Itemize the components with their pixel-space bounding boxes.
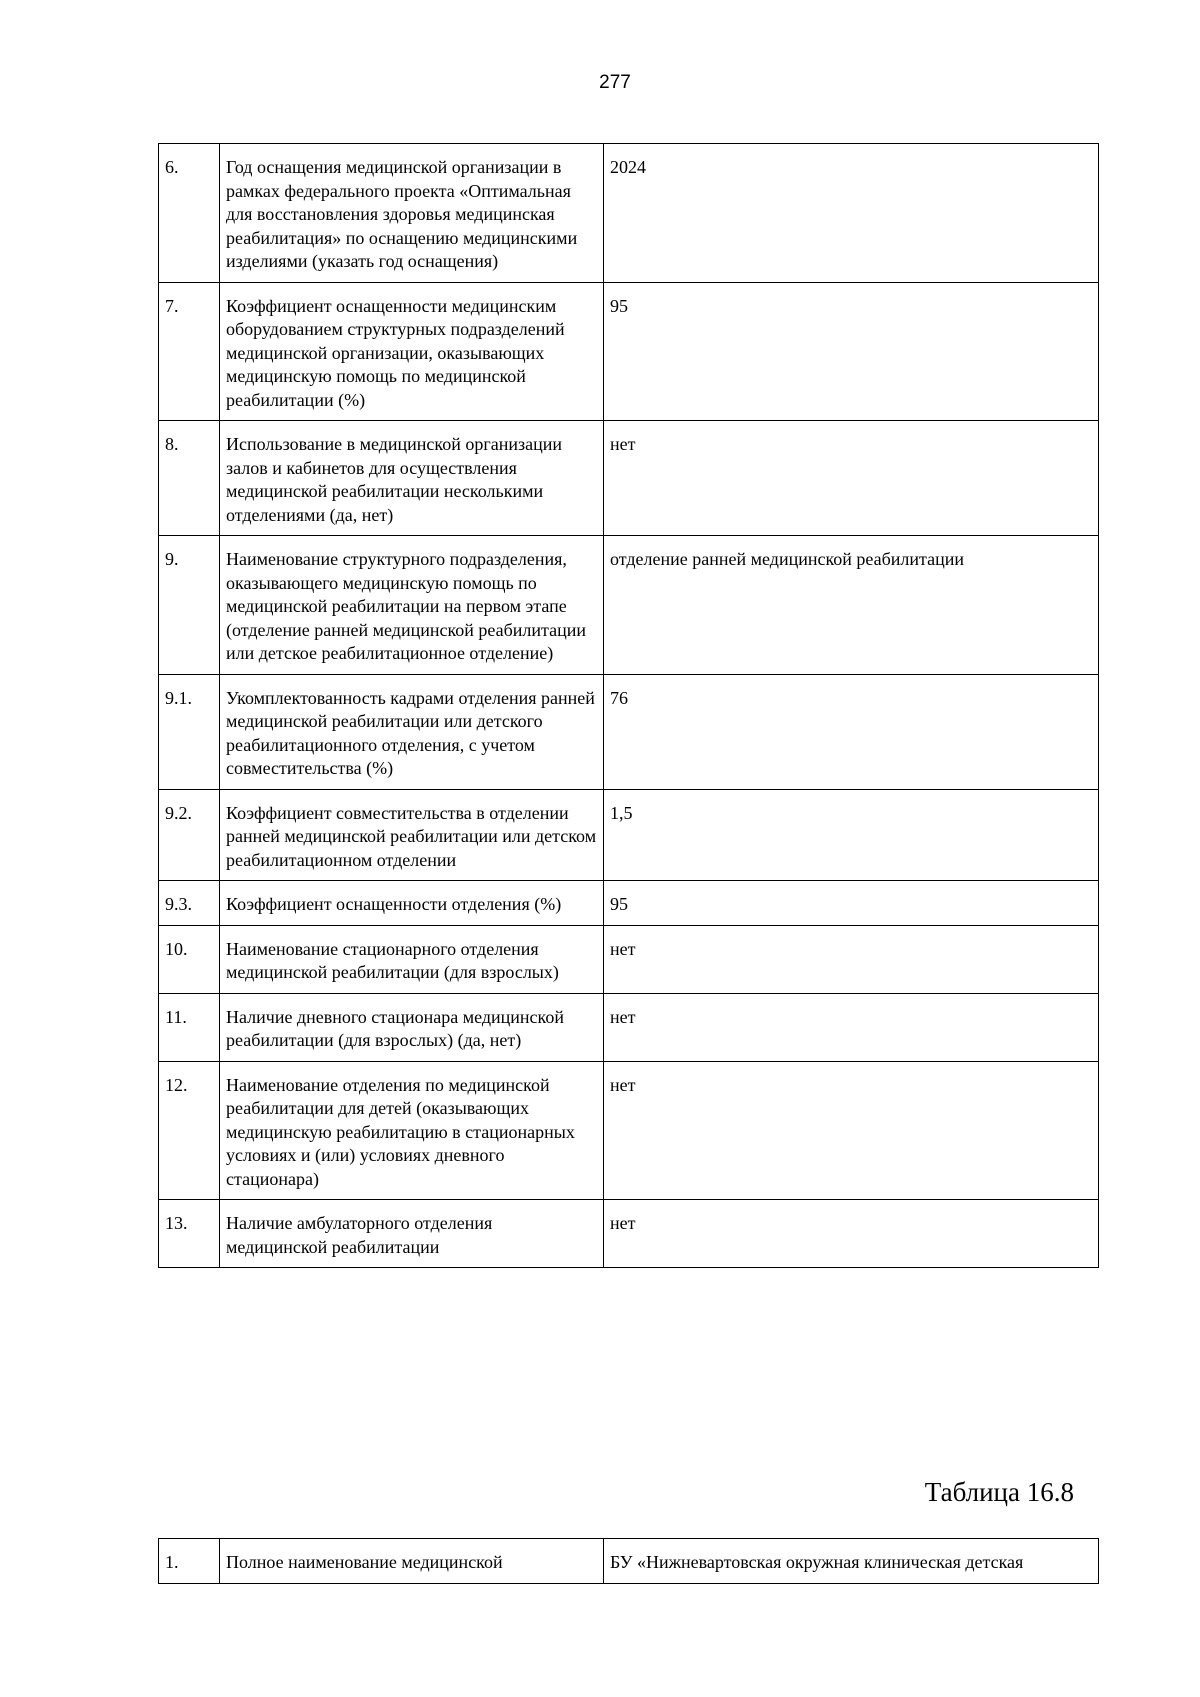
row-value: нет bbox=[604, 925, 1099, 993]
row-value: БУ «Нижневартовская окружная клиническая детская bbox=[604, 1539, 1099, 1584]
row-name: Наименование отделения по медицинской реабилитации для детей (оказывающих медицинскую реабилитацию в стационарных условиях и (или) условиях дневного стационара) bbox=[220, 1061, 604, 1200]
row-number: 10. bbox=[159, 925, 220, 993]
row-value: 2024 bbox=[604, 144, 1099, 283]
table-row bbox=[159, 1061, 1099, 1200]
table-caption: Таблица 16.8 bbox=[924, 1477, 1074, 1507]
row-name: Укомплектованность кадрами отделения ранней медицинской реабилитации или детского реабилитационного отделения, с учетом совместительства (%) bbox=[220, 674, 604, 789]
table-row bbox=[159, 1539, 1099, 1584]
row-number: 12. bbox=[159, 1061, 220, 1200]
page-number: 277 bbox=[599, 72, 631, 93]
table-row bbox=[159, 993, 1099, 1061]
table-row bbox=[159, 789, 1099, 881]
row-value: 1,5 bbox=[604, 789, 1099, 881]
table-row bbox=[159, 1200, 1099, 1268]
row-number: 6. bbox=[159, 144, 220, 283]
row-number: 9.1. bbox=[159, 674, 220, 789]
row-number: 9. bbox=[159, 536, 220, 675]
table-row bbox=[159, 282, 1099, 421]
row-value: нет bbox=[604, 993, 1099, 1061]
equipment-table bbox=[158, 143, 1099, 1268]
next-table bbox=[158, 1538, 1099, 1584]
row-number: 8. bbox=[159, 421, 220, 536]
row-number: 9.2. bbox=[159, 789, 220, 881]
table-row bbox=[159, 925, 1099, 993]
row-name: Наименование стационарного отделения медицинской реабилитации (для взрослых) bbox=[220, 925, 604, 993]
row-value: 76 bbox=[604, 674, 1099, 789]
table-row bbox=[159, 536, 1099, 675]
row-number: 1. bbox=[159, 1539, 220, 1584]
row-name: Наличие амбулаторного отделения медицинской реабилитации bbox=[220, 1200, 604, 1268]
table-row bbox=[159, 144, 1099, 283]
row-number: 11. bbox=[159, 993, 220, 1061]
row-value: нет bbox=[604, 421, 1099, 536]
row-name: Коэффициент оснащенности медицинским оборудованием структурных подразделений медицинской организации, оказывающих медицинскую помощь по медицинской реабилитации (%) bbox=[220, 282, 604, 421]
row-number: 9.3. bbox=[159, 881, 220, 926]
row-name: Коэффициент оснащенности отделения (%) bbox=[220, 881, 604, 926]
row-number: 7. bbox=[159, 282, 220, 421]
row-name: Полное наименование медицинской bbox=[220, 1539, 604, 1584]
row-name: Использование в медицинской организации залов и кабинетов для осуществления медицинской реабилитации несколькими отделениями (да, нет) bbox=[220, 421, 604, 536]
row-value: отделение ранней медицинской реабилитации bbox=[604, 536, 1099, 675]
row-name: Коэффициент совместительства в отделении ранней медицинской реабилитации или детском реабилитационном отделении bbox=[220, 789, 604, 881]
table-row bbox=[159, 881, 1099, 926]
row-number: 13. bbox=[159, 1200, 220, 1268]
row-name: Наличие дневного стационара медицинской реабилитации (для взрослых) (да, нет) bbox=[220, 993, 604, 1061]
row-value: 95 bbox=[604, 881, 1099, 926]
row-value: нет bbox=[604, 1200, 1099, 1268]
row-value: 95 bbox=[604, 282, 1099, 421]
table-row bbox=[159, 674, 1099, 789]
row-name: Наименование структурного подразделения, оказывающего медицинскую помощь по медицинской реабилитации на первом этапе (отделение ранней медицинской реабилитации или детское реабилитационное отделение) bbox=[220, 536, 604, 675]
row-value: нет bbox=[604, 1061, 1099, 1200]
row-name: Год оснащения медицинской организации в рамках федерального проекта «Оптимальная для восстановления здоровья медицинская реабилитация» по оснащению медицинскими изделиями (указать год оснащения) bbox=[220, 144, 604, 283]
table-row bbox=[159, 421, 1099, 536]
